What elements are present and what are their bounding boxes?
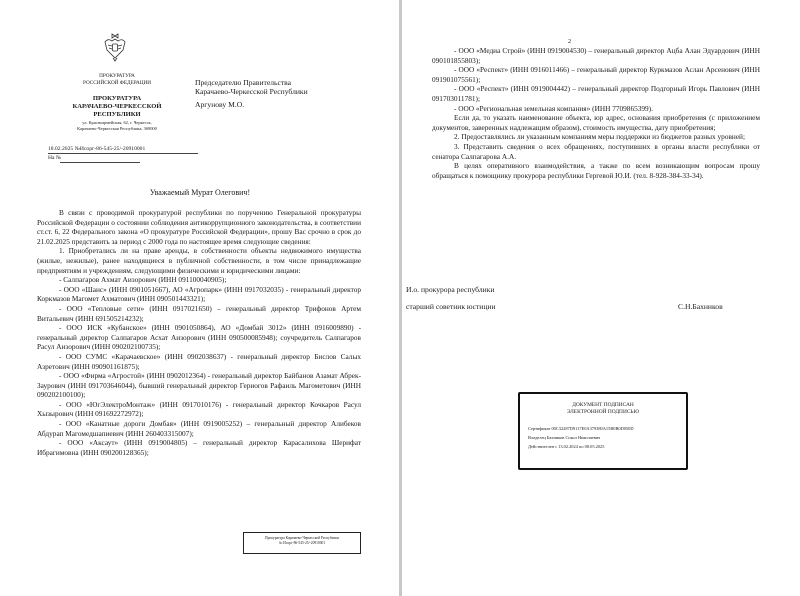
list-item: - ООО «ЮгЭлектроМонтаж» (ИНН 0917010176) - генеральный директор Кочкаров Расул Хызырович (ИНН 091692272972); xyxy=(37,399,361,419)
org-line-2: РОССИЙСКОЙ ФЕДЕРАЦИИ xyxy=(83,80,151,86)
reference-number-label: На № xyxy=(48,155,62,161)
org-header-small xyxy=(52,73,182,87)
stamp-line-1: Прокуратура Карачаево-Черкесской Республики xyxy=(265,536,339,540)
paragraph: 1. Приобретались ли на праве аренды, в собственности объекты недвижимого имущества (жилые, нежилые), ранее находящиеся в публичной собственности, в том числе принадлежащие предприятиям и учреждениям, следующими физическими и юридическими лицами: xyxy=(37,246,361,275)
paragraph: В связи с проводимой прокуратурой республики по поручению Генеральной прокуратуры Российской Федерации о состоянии соблюдения антикоррупционного законодательства, в соответствии ст.ст. 6, 22 Федерального закона «О прокуратуре Российской Федерации», прошу Вас срочно в срок до 21.02.2025 представить за период с 2000 года по настоящее время следующие сведения: xyxy=(37,208,361,246)
org-address xyxy=(52,120,182,132)
e-signature-title xyxy=(520,402,686,416)
org-bold-line-1: ПРОКУРАТУРА xyxy=(92,95,142,102)
list-item: - ООО «Респект» (ИНН 0919004442) – генеральный директор Подгорный Игорь Павлович (ИНН 091703011781); xyxy=(432,84,760,103)
org-line-1: ПРОКУРАТУРА xyxy=(99,73,135,79)
paragraph: Если да, то указать наименование объекта, юр адрес, основания приобретения (с приложением документов, заверенных надлежащим образом), стоимость имущества, дату приобретения; xyxy=(432,113,760,132)
org-bold-line-2: КАРАЧАЕВО-ЧЕРКЕССКОЙ xyxy=(72,103,162,110)
signatory-name: С.Н.Бахников xyxy=(678,302,723,311)
list-item: - ООО «Аксаут» (ИНН 0919004805) – генеральный директор Карасалихова Шерифат Ибрагимовна (ИНН 090200128365); xyxy=(37,438,361,457)
paragraph: 3. Представить сведения о всех обращениях, поступивших в органы власти республики от сенатора Салпагарова А.А. xyxy=(432,141,760,161)
page-number: 2 xyxy=(568,38,572,45)
signatory-rank: старший советник юстиции xyxy=(406,302,496,311)
list-item: - ООО ИСК «Кубанское» (ИНН 0901050864), АО «Домбай 3012» (ИНН 0916009890) - генеральный директор Салпагаров Асхат Аизорович (ИНН 090500085948); соучредитель Салпагаров Расул Аизорович (ИНН 090202100735); xyxy=(37,323,361,352)
letter-body-page-2 xyxy=(432,46,760,180)
list-item: - ООО «Региональная земельная компания» (ИНН 7709865399). xyxy=(454,103,653,113)
greeting: Уважаемый Мурат Олегович! xyxy=(149,188,251,197)
addressee-line-2: Карачаево-Черкесской Республики xyxy=(195,87,308,96)
list-item: - ООО СУМС «Карачаевское» (ИНН 0902038637) - генеральный директор Бислов Салых Азретович (ИНН 090901161875); xyxy=(37,351,361,371)
letter-body-page-1 xyxy=(37,208,361,457)
addressee-name: Аргунову М.О. xyxy=(195,100,245,109)
list-item: - ООО «Тепловые сети» (ИНН 0917021650) – генеральный директор Трифонов Артем Витальевич (ИНН 691505214232); xyxy=(37,303,361,323)
list-item: - ООО «Фирма «Агростой» (ИНН 0902012364) - генеральный директор Байбанов Азамат Абрек-Заурович (ИНН 091703646044), бывший генеральный директор Гериогов Рафаиль Магометович (ИНН 090202100100); xyxy=(37,371,361,400)
registration-underline xyxy=(48,153,198,154)
signatory-position: И.о. прокурора республики xyxy=(406,285,495,294)
reference-underline xyxy=(60,162,140,163)
stamp-line-2: № Исорг-86-545-25/-20910001 xyxy=(278,541,326,545)
e-signature-title-line-2: ЭЛЕКТРОННОЙ ПОДПИСЬЮ xyxy=(566,409,640,415)
org-header-bold xyxy=(52,95,182,119)
e-signature-title-line-1: ДОКУМЕНТ ПОДПИСАН xyxy=(572,402,634,408)
list-item: - ООО «Шанс» (ИНН 0901051667), АО «Агропарк» (ИНН 0917032035) - генеральный директор Коркмазов Магомет Ахматович (ИНН 090501443321); xyxy=(37,284,361,304)
address-line-2: Карачаево-Черкесская Республика, 369000 xyxy=(77,126,157,131)
list-item: - ООО «Канатные дороги Домбая» (ИНН 0919005252) – генеральный директор Алибеков Абдурап Магомедшапиевич (ИНН 260403315007); xyxy=(37,419,361,438)
e-signature-validity: Действителен с 13.02.2024 по 08.05.2025 xyxy=(528,444,605,449)
registration-stamp xyxy=(243,532,361,554)
addressee-line-1: Председателю Правительства xyxy=(195,78,292,87)
paragraph: 2. Предоставлялись ли указанным компаниям меры поддержки из бюджетов разных уровней; xyxy=(454,132,745,142)
e-signature-owner: Владелец Бахников Сокол Николаевич xyxy=(528,435,601,440)
e-signature-certificate: Сертификат 00C32287D9117E0A379380A15B0B0D050D xyxy=(528,426,634,431)
address-line-1: ул. Красноармейская, 62, г. Черкесск, xyxy=(82,120,152,125)
electronic-signature-stamp xyxy=(518,392,688,470)
addressee-block xyxy=(195,78,385,96)
list-item: - ООО «Респект» (ИНН 0916011466) – генеральный директор Куркмазов Аслан Арсенович (ИНН 091901075561); xyxy=(432,65,760,84)
list-item: - Салпагаров Ахмат Аизорович (ИНН 091100040905); xyxy=(59,275,227,285)
list-item: - ООО «Медиа Строй» (ИНН 0919004530) – генеральный директор Ацба Алан Эдуардович (ИНН 090101855803); xyxy=(432,46,760,65)
paragraph: В целях оперативного взаимодействия, а также по всем возникающим вопросам прошу обращаться к помощнику прокурора республики Гергевой Ю.И. (тел. 8-928-384-33-34). xyxy=(432,161,760,180)
org-bold-line-3: РЕСПУБЛИКИ xyxy=(93,111,141,118)
coat-of-arms-emblem-icon xyxy=(102,32,128,62)
registration-number: 18.02.2025 №Исорг-86-545-25/-20910001 xyxy=(48,146,146,152)
